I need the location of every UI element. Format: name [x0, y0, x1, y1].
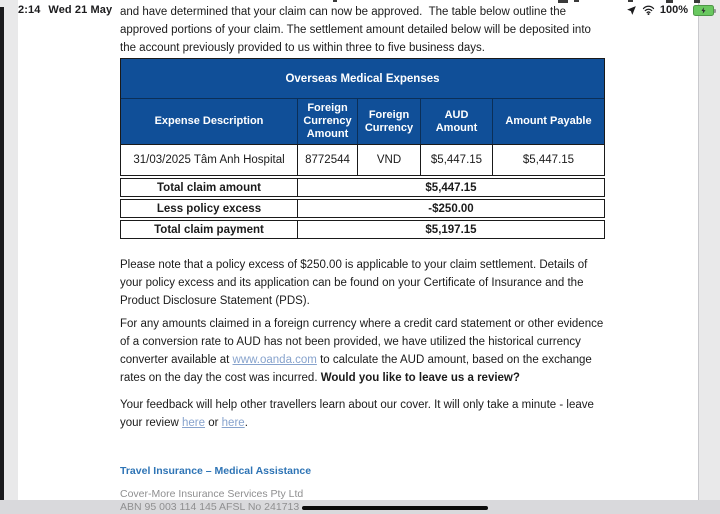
review-link-2[interactable]: here [221, 417, 245, 429]
column-header-expense-description: Expense Description [154, 115, 264, 127]
summary-value: $5,197.15 [297, 221, 604, 238]
summary-row-less-policy-excess [120, 199, 605, 218]
column-header-foreign-currency: Foreign Currency [357, 99, 420, 144]
company-name: Cover-More Insurance Services Pty Ltd [120, 488, 304, 500]
cell-foreign-currency-amount: 8772544 [297, 145, 357, 175]
battery-charging-icon [693, 5, 714, 16]
text-segment: or [205, 417, 222, 429]
summary-value: $5,447.15 [297, 179, 604, 196]
location-arrow-icon [626, 5, 637, 16]
column-header-aud-amount: AUD Amount [420, 99, 492, 144]
conversion-paragraph [120, 315, 607, 387]
table-title: Overseas Medical Expenses [121, 59, 604, 99]
oanda-link[interactable]: www.oanda.com [232, 354, 317, 366]
status-left [18, 4, 112, 16]
review-question: Would you like to leave us a review? [320, 372, 520, 384]
signature-heading: Travel Insurance – Medical Assistance [120, 465, 312, 477]
summary-label: Total claim amount [157, 181, 261, 194]
summary-row-total-claim-payment [120, 220, 605, 239]
text-segment: For any amounts claimed in a foreign currency where a credit card statement or other evidence of a conversion rate to AUD has not been provided, we have utilized the historical currency converter available at [120, 318, 604, 366]
feedback-paragraph [120, 396, 607, 432]
document-content [120, 0, 607, 514]
claim-table [120, 58, 605, 239]
column-header-foreign-currency-amount: Foreign Currency Amount [297, 99, 357, 144]
table-header-row [121, 99, 604, 145]
document-page [18, 0, 699, 513]
summary-value: -$250.00 [297, 200, 604, 217]
table-row [121, 145, 604, 175]
text-segment: Your feedback will help other travellers learn about our cover. It will only take a minute - leave your review [120, 399, 594, 429]
status-right [626, 4, 714, 16]
status-date: Wed 21 May [48, 4, 113, 16]
left-edge-bar [0, 7, 4, 500]
column-header-amount-payable: Amount Payable [492, 99, 604, 144]
wifi-icon [642, 5, 655, 15]
claim-table-main [120, 58, 605, 176]
abn-afsl-text: ABN 95 003 114 145 AFSL No 241713 [120, 501, 300, 513]
text-segment: to calculate the AUD amount, based on the exchange rates on the day the cost was incurred. [120, 354, 592, 384]
text-segment: . [244, 417, 248, 429]
cell-expense-description: 31/03/2025 Tâm Anh Hospital [133, 154, 285, 166]
cell-foreign-currency: VND [357, 145, 420, 175]
clock-time: 2:14 [18, 4, 41, 16]
summary-label: Less policy excess [156, 202, 262, 215]
status-bar [0, 0, 720, 20]
redaction-bar [302, 506, 488, 510]
abn-line [120, 501, 607, 514]
summary-row-total-claim-amount [120, 178, 605, 197]
battery-nub [714, 9, 716, 13]
cell-aud-amount: $5,447.15 [420, 145, 492, 175]
excess-paragraph: Please note that a policy excess of $250.00 is applicable to your claim settlement. Details of your policy excess and its application can be found on your Certificate of Insurance and the Product Disclosure Statement (PDS). [120, 259, 588, 307]
summary-label: Total claim payment [154, 223, 264, 236]
cell-amount-payable: $5,447.15 [492, 145, 604, 175]
review-link-1[interactable]: here [182, 417, 206, 429]
intro-paragraph: and have determined that your claim can now be approved. The table below outline the approved portions of your claim. The settlement amount detailed below will be deposited into the account previously provided to us within three to five business days. [120, 6, 595, 54]
battery-percent: 100% [659, 4, 688, 16]
